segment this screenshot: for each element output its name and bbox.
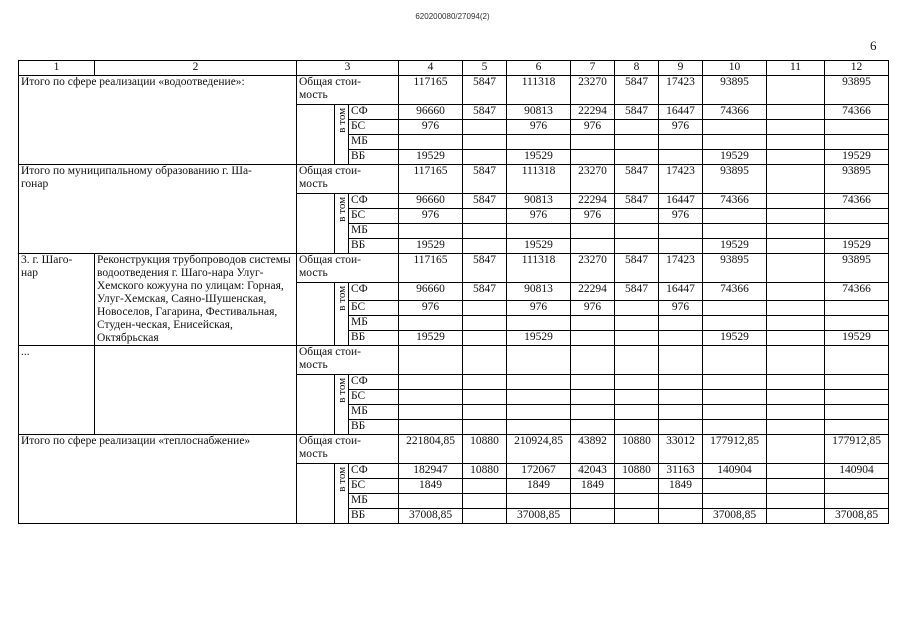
value-cell: 976 bbox=[507, 209, 571, 224]
total-cost-label: Общая стои- мость bbox=[297, 254, 399, 283]
value-cell bbox=[659, 420, 703, 435]
value-cell: 90813 bbox=[507, 194, 571, 209]
value-cell bbox=[463, 120, 507, 135]
value-cell: 74366 bbox=[825, 283, 889, 301]
value-cell: 19529 bbox=[825, 331, 889, 346]
column-header: 12 bbox=[825, 61, 889, 76]
value-cell: 1849 bbox=[571, 479, 615, 494]
value-cell: 22294 bbox=[571, 283, 615, 301]
value-cell bbox=[571, 135, 615, 150]
including-label bbox=[335, 283, 349, 346]
value-cell bbox=[825, 209, 889, 224]
value-cell bbox=[703, 120, 767, 135]
value-cell bbox=[399, 494, 463, 509]
budget-table bbox=[18, 60, 889, 524]
value-cell: 19529 bbox=[507, 150, 571, 165]
value-cell: 976 bbox=[399, 301, 463, 316]
value-cell: 43892 bbox=[571, 435, 615, 464]
section-title: Итого по муниципальному образованию г. Ша- гонар bbox=[19, 165, 297, 254]
value-cell bbox=[825, 346, 889, 375]
column-header: 10 bbox=[703, 61, 767, 76]
funding-code: БС bbox=[349, 390, 399, 405]
total-cost-label: Общая стои- мость bbox=[297, 346, 399, 375]
funding-code: СФ bbox=[349, 194, 399, 209]
value-cell bbox=[463, 331, 507, 346]
value-cell bbox=[571, 405, 615, 420]
funding-code: МБ bbox=[349, 135, 399, 150]
value-cell: 74366 bbox=[703, 283, 767, 301]
value-cell bbox=[825, 479, 889, 494]
value-cell: 33012 bbox=[659, 435, 703, 464]
value-cell: 10880 bbox=[615, 435, 659, 464]
value-cell bbox=[615, 209, 659, 224]
value-cell bbox=[767, 390, 825, 405]
value-cell: 5847 bbox=[463, 254, 507, 283]
value-cell bbox=[463, 375, 507, 390]
value-cell bbox=[767, 405, 825, 420]
value-cell bbox=[703, 301, 767, 316]
value-cell bbox=[659, 224, 703, 239]
funding-code: ВБ bbox=[349, 150, 399, 165]
value-cell bbox=[767, 194, 825, 209]
including-label bbox=[335, 375, 349, 435]
section-total-row bbox=[19, 254, 889, 283]
funding-code: БС bbox=[349, 479, 399, 494]
value-cell: 1849 bbox=[507, 479, 571, 494]
value-cell: 10880 bbox=[615, 464, 659, 479]
object-description: Реконструкция трубопроводов системы водоотведения г. Шаго-нара Улуг-Хемского кожууна по улицам: Горная, Улуг-Хемская, Саяно-Шушенская, Новоселов, Гагарина, Фестивальная, Студен-ческая, Енисейская, Октябрьская bbox=[95, 254, 297, 346]
section-title: Итого по сфере реализации «теплоснабжение» bbox=[19, 435, 297, 524]
value-cell: 74366 bbox=[825, 194, 889, 209]
value-cell bbox=[825, 420, 889, 435]
value-cell: 93895 bbox=[825, 254, 889, 283]
value-cell bbox=[571, 224, 615, 239]
value-cell: 37008,85 bbox=[507, 509, 571, 524]
value-cell: 117165 bbox=[399, 254, 463, 283]
value-cell bbox=[703, 135, 767, 150]
value-cell bbox=[507, 346, 571, 375]
value-cell: 19529 bbox=[399, 331, 463, 346]
section-title: Итого по сфере реализации «водоотведение»: bbox=[19, 76, 297, 165]
value-cell bbox=[767, 301, 825, 316]
value-cell: 31163 bbox=[659, 464, 703, 479]
value-cell bbox=[825, 405, 889, 420]
value-cell: 177912,85 bbox=[703, 435, 767, 464]
value-cell bbox=[463, 509, 507, 524]
value-cell bbox=[767, 224, 825, 239]
value-cell bbox=[463, 316, 507, 331]
column-header-row bbox=[19, 61, 889, 76]
value-cell: 976 bbox=[659, 301, 703, 316]
value-cell bbox=[571, 346, 615, 375]
value-cell bbox=[659, 135, 703, 150]
value-cell: 111318 bbox=[507, 76, 571, 105]
value-cell: 5847 bbox=[463, 283, 507, 301]
value-cell bbox=[399, 135, 463, 150]
column-header: 8 bbox=[615, 61, 659, 76]
value-cell: 93895 bbox=[825, 165, 889, 194]
funding-code: МБ bbox=[349, 405, 399, 420]
value-cell bbox=[399, 346, 463, 375]
value-cell: 37008,85 bbox=[703, 509, 767, 524]
value-cell bbox=[399, 390, 463, 405]
value-cell: 976 bbox=[507, 120, 571, 135]
value-cell bbox=[615, 331, 659, 346]
total-cost-label: Общая стои- мость bbox=[297, 435, 399, 464]
value-cell bbox=[507, 375, 571, 390]
value-cell: 221804,85 bbox=[399, 435, 463, 464]
funding-code: СФ bbox=[349, 375, 399, 390]
value-cell: 93895 bbox=[703, 165, 767, 194]
value-cell bbox=[399, 405, 463, 420]
value-cell bbox=[703, 224, 767, 239]
value-cell: 19529 bbox=[703, 150, 767, 165]
value-cell: 111318 bbox=[507, 254, 571, 283]
value-cell bbox=[767, 479, 825, 494]
value-cell bbox=[767, 283, 825, 301]
value-cell bbox=[825, 224, 889, 239]
value-cell: 177912,85 bbox=[825, 435, 889, 464]
column-header: 6 bbox=[507, 61, 571, 76]
value-cell: 111318 bbox=[507, 165, 571, 194]
value-cell bbox=[571, 150, 615, 165]
value-cell bbox=[399, 316, 463, 331]
value-cell: 5847 bbox=[615, 254, 659, 283]
funding-code: МБ bbox=[349, 316, 399, 331]
value-cell bbox=[659, 390, 703, 405]
section-total-row bbox=[19, 76, 889, 105]
value-cell bbox=[507, 420, 571, 435]
value-cell bbox=[703, 390, 767, 405]
value-cell bbox=[463, 150, 507, 165]
value-cell bbox=[507, 390, 571, 405]
value-cell: 19529 bbox=[825, 150, 889, 165]
value-cell bbox=[659, 346, 703, 375]
including-label-text: в том bbox=[336, 377, 348, 403]
funding-code: ВБ bbox=[349, 239, 399, 254]
page-number: 6 bbox=[870, 38, 877, 53]
value-cell bbox=[659, 494, 703, 509]
column-header: 11 bbox=[767, 61, 825, 76]
value-cell: 96660 bbox=[399, 194, 463, 209]
value-cell bbox=[507, 224, 571, 239]
value-cell: 5847 bbox=[463, 165, 507, 194]
value-cell bbox=[767, 150, 825, 165]
column-header: 3 bbox=[297, 61, 399, 76]
value-cell bbox=[615, 120, 659, 135]
value-cell bbox=[659, 316, 703, 331]
value-cell bbox=[463, 346, 507, 375]
value-cell bbox=[463, 209, 507, 224]
value-cell bbox=[615, 494, 659, 509]
value-cell bbox=[571, 375, 615, 390]
value-cell: 5847 bbox=[615, 76, 659, 105]
value-cell: 74366 bbox=[703, 105, 767, 120]
value-cell bbox=[767, 209, 825, 224]
value-cell bbox=[767, 120, 825, 135]
value-cell: 22294 bbox=[571, 194, 615, 209]
value-cell: 19529 bbox=[703, 239, 767, 254]
value-cell bbox=[825, 494, 889, 509]
value-cell bbox=[463, 224, 507, 239]
value-cell: 976 bbox=[571, 209, 615, 224]
spacer-cell bbox=[297, 283, 335, 346]
total-cost-label: Общая стои- мость bbox=[297, 165, 399, 194]
value-cell: 182947 bbox=[399, 464, 463, 479]
value-cell bbox=[767, 331, 825, 346]
table-body bbox=[19, 61, 889, 524]
value-cell bbox=[767, 316, 825, 331]
value-cell bbox=[463, 390, 507, 405]
value-cell bbox=[659, 405, 703, 420]
value-cell: 5847 bbox=[463, 105, 507, 120]
value-cell bbox=[615, 509, 659, 524]
value-cell bbox=[703, 494, 767, 509]
section-total-row bbox=[19, 346, 889, 375]
value-cell bbox=[615, 224, 659, 239]
value-cell bbox=[615, 375, 659, 390]
value-cell: 23270 bbox=[571, 254, 615, 283]
value-cell: 42043 bbox=[571, 464, 615, 479]
value-cell bbox=[571, 331, 615, 346]
including-label bbox=[335, 105, 349, 165]
value-cell bbox=[825, 120, 889, 135]
value-cell: 117165 bbox=[399, 76, 463, 105]
value-cell bbox=[615, 135, 659, 150]
value-cell bbox=[463, 135, 507, 150]
value-cell: 93895 bbox=[703, 76, 767, 105]
value-cell bbox=[767, 464, 825, 479]
value-cell: 23270 bbox=[571, 165, 615, 194]
funding-code: СФ bbox=[349, 105, 399, 120]
value-cell bbox=[767, 509, 825, 524]
value-cell: 5847 bbox=[615, 283, 659, 301]
value-cell bbox=[463, 479, 507, 494]
value-cell: 22294 bbox=[571, 105, 615, 120]
value-cell bbox=[463, 405, 507, 420]
value-cell: 976 bbox=[507, 301, 571, 316]
value-cell bbox=[615, 390, 659, 405]
value-cell: 16447 bbox=[659, 105, 703, 120]
object-location: ... bbox=[19, 346, 95, 435]
including-label bbox=[335, 464, 349, 524]
value-cell bbox=[703, 346, 767, 375]
value-cell bbox=[703, 479, 767, 494]
funding-code: СФ bbox=[349, 283, 399, 301]
value-cell bbox=[825, 301, 889, 316]
value-cell: 976 bbox=[659, 209, 703, 224]
section-total-row bbox=[19, 165, 889, 194]
value-cell bbox=[767, 76, 825, 105]
value-cell bbox=[571, 494, 615, 509]
value-cell bbox=[615, 316, 659, 331]
value-cell bbox=[507, 316, 571, 331]
value-cell bbox=[507, 135, 571, 150]
value-cell bbox=[615, 150, 659, 165]
value-cell bbox=[703, 375, 767, 390]
value-cell: 976 bbox=[659, 120, 703, 135]
value-cell bbox=[571, 509, 615, 524]
value-cell bbox=[703, 209, 767, 224]
spacer-cell bbox=[297, 105, 335, 165]
funding-code: МБ bbox=[349, 494, 399, 509]
value-cell: 976 bbox=[399, 209, 463, 224]
value-cell bbox=[659, 375, 703, 390]
value-cell bbox=[463, 494, 507, 509]
column-header: 1 bbox=[19, 61, 95, 76]
value-cell bbox=[767, 165, 825, 194]
value-cell: 19529 bbox=[825, 239, 889, 254]
value-cell: 17423 bbox=[659, 76, 703, 105]
value-cell bbox=[571, 420, 615, 435]
value-cell bbox=[767, 239, 825, 254]
value-cell: 37008,85 bbox=[825, 509, 889, 524]
value-cell bbox=[507, 494, 571, 509]
value-cell: 10880 bbox=[463, 464, 507, 479]
value-cell bbox=[825, 390, 889, 405]
section-total-row bbox=[19, 435, 889, 464]
value-cell bbox=[615, 239, 659, 254]
value-cell bbox=[571, 239, 615, 254]
spacer-cell bbox=[297, 194, 335, 254]
value-cell: 210924,85 bbox=[507, 435, 571, 464]
funding-code: БС bbox=[349, 301, 399, 316]
funding-code: ВБ bbox=[349, 509, 399, 524]
value-cell bbox=[767, 420, 825, 435]
value-cell: 976 bbox=[571, 301, 615, 316]
value-cell bbox=[659, 331, 703, 346]
value-cell bbox=[767, 435, 825, 464]
value-cell bbox=[615, 479, 659, 494]
document-id: 620200080/27094(2) bbox=[415, 12, 490, 21]
value-cell bbox=[659, 239, 703, 254]
value-cell bbox=[767, 346, 825, 375]
funding-code: ВБ bbox=[349, 331, 399, 346]
including-label-text: в том bbox=[336, 466, 348, 492]
value-cell bbox=[571, 316, 615, 331]
value-cell: 16447 bbox=[659, 194, 703, 209]
value-cell bbox=[825, 316, 889, 331]
value-cell bbox=[399, 420, 463, 435]
value-cell: 74366 bbox=[825, 105, 889, 120]
including-label-text: в том bbox=[336, 285, 348, 311]
value-cell: 140904 bbox=[703, 464, 767, 479]
value-cell bbox=[615, 301, 659, 316]
column-header: 7 bbox=[571, 61, 615, 76]
funding-code: БС bbox=[349, 209, 399, 224]
value-cell: 74366 bbox=[703, 194, 767, 209]
value-cell: 19529 bbox=[507, 239, 571, 254]
value-cell: 10880 bbox=[463, 435, 507, 464]
value-cell bbox=[615, 420, 659, 435]
value-cell bbox=[767, 135, 825, 150]
value-cell: 23270 bbox=[571, 76, 615, 105]
value-cell bbox=[615, 346, 659, 375]
value-cell: 93895 bbox=[825, 76, 889, 105]
value-cell: 117165 bbox=[399, 165, 463, 194]
value-cell: 37008,85 bbox=[399, 509, 463, 524]
value-cell: 19529 bbox=[703, 331, 767, 346]
value-cell bbox=[825, 375, 889, 390]
funding-code: ВБ bbox=[349, 420, 399, 435]
value-cell: 16447 bbox=[659, 283, 703, 301]
value-cell: 19529 bbox=[399, 239, 463, 254]
value-cell bbox=[463, 239, 507, 254]
value-cell: 976 bbox=[571, 120, 615, 135]
value-cell bbox=[767, 254, 825, 283]
value-cell bbox=[571, 390, 615, 405]
value-cell: 172067 bbox=[507, 464, 571, 479]
including-label-text: в том bbox=[336, 196, 348, 222]
including-label-text: в том bbox=[336, 107, 348, 133]
spacer-cell bbox=[297, 375, 335, 435]
value-cell: 976 bbox=[399, 120, 463, 135]
column-header: 2 bbox=[95, 61, 297, 76]
value-cell bbox=[399, 375, 463, 390]
value-cell: 5847 bbox=[463, 194, 507, 209]
funding-code: МБ bbox=[349, 224, 399, 239]
value-cell: 5847 bbox=[615, 194, 659, 209]
value-cell: 140904 bbox=[825, 464, 889, 479]
funding-code: СФ bbox=[349, 464, 399, 479]
total-cost-label: Общая стои- мость bbox=[297, 76, 399, 105]
value-cell bbox=[659, 150, 703, 165]
value-cell bbox=[767, 375, 825, 390]
value-cell bbox=[463, 301, 507, 316]
value-cell: 19529 bbox=[507, 331, 571, 346]
value-cell: 5847 bbox=[615, 105, 659, 120]
value-cell bbox=[507, 405, 571, 420]
value-cell: 17423 bbox=[659, 165, 703, 194]
value-cell bbox=[767, 494, 825, 509]
value-cell bbox=[767, 105, 825, 120]
value-cell: 19529 bbox=[399, 150, 463, 165]
value-cell: 5847 bbox=[463, 76, 507, 105]
value-cell: 96660 bbox=[399, 105, 463, 120]
value-cell bbox=[703, 405, 767, 420]
value-cell: 90813 bbox=[507, 105, 571, 120]
funding-code: БС bbox=[349, 120, 399, 135]
column-header: 5 bbox=[463, 61, 507, 76]
column-header: 4 bbox=[399, 61, 463, 76]
value-cell bbox=[615, 405, 659, 420]
value-cell bbox=[703, 316, 767, 331]
value-cell bbox=[703, 420, 767, 435]
value-cell: 93895 bbox=[703, 254, 767, 283]
value-cell bbox=[463, 420, 507, 435]
value-cell: 1849 bbox=[659, 479, 703, 494]
object-location: 3. г. Шаго- нар bbox=[19, 254, 95, 346]
including-label bbox=[335, 194, 349, 254]
value-cell: 17423 bbox=[659, 254, 703, 283]
value-cell: 96660 bbox=[399, 283, 463, 301]
value-cell bbox=[825, 135, 889, 150]
spacer-cell bbox=[297, 464, 335, 524]
value-cell: 1849 bbox=[399, 479, 463, 494]
object-description bbox=[95, 346, 297, 435]
value-cell: 5847 bbox=[615, 165, 659, 194]
value-cell: 90813 bbox=[507, 283, 571, 301]
value-cell bbox=[659, 509, 703, 524]
column-header: 9 bbox=[659, 61, 703, 76]
value-cell bbox=[399, 224, 463, 239]
